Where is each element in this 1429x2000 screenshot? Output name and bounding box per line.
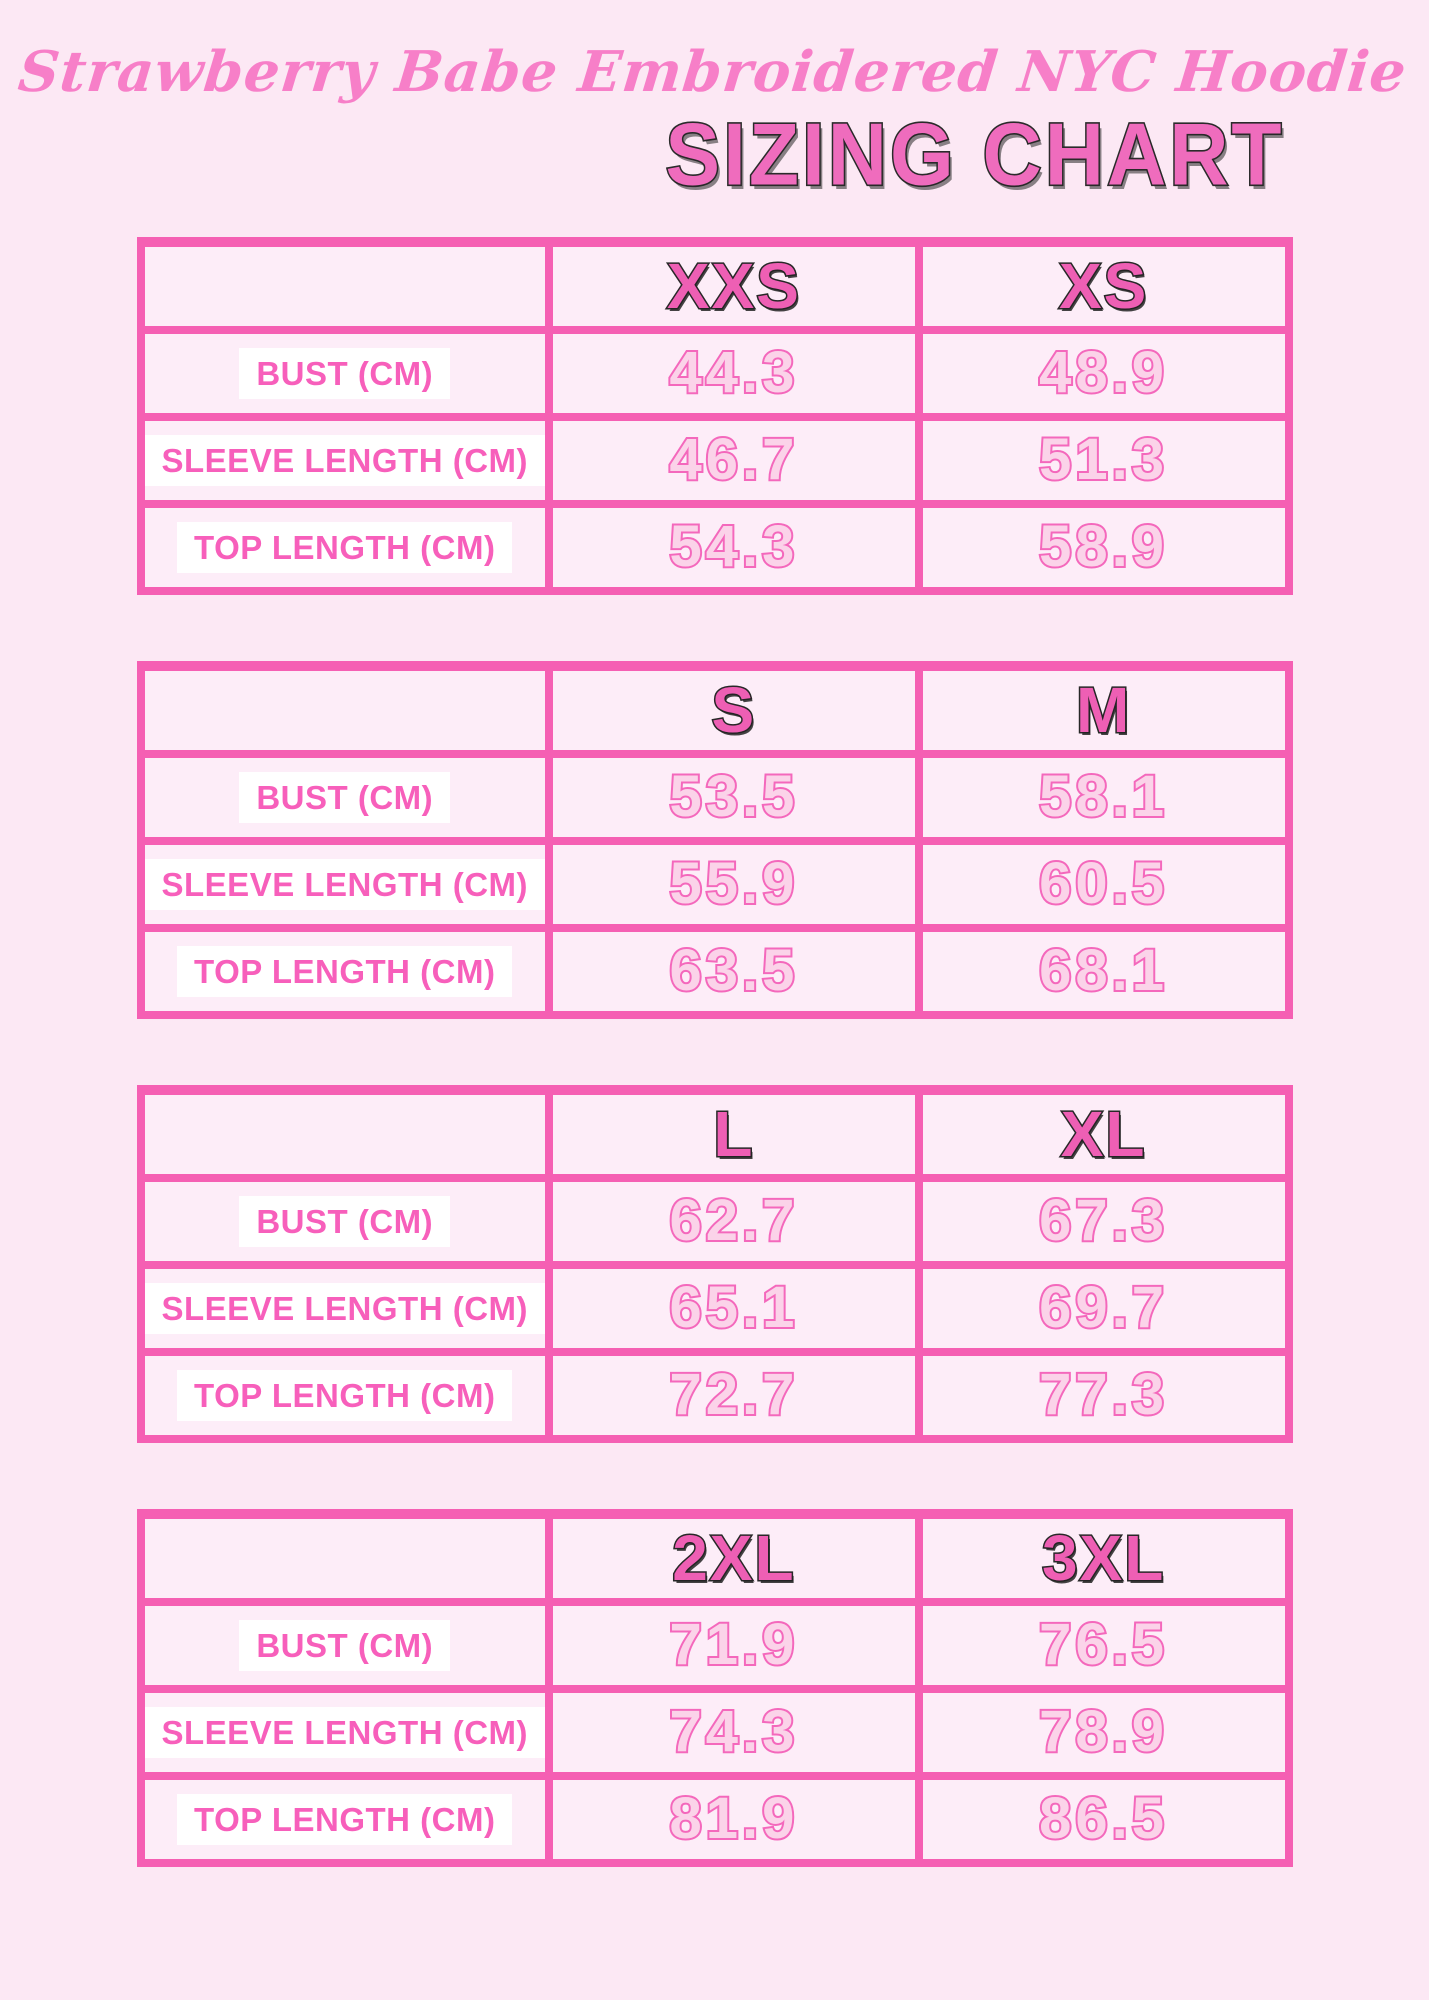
value-cell <box>923 1182 1285 1261</box>
size-header-cell <box>923 1519 1285 1598</box>
measurement-value: 48.9 <box>1039 340 1169 406</box>
size-header-label: M <box>1075 674 1132 747</box>
measurement-value: 53.5 <box>669 764 799 830</box>
corner-cell <box>145 247 546 326</box>
value-cell <box>553 1356 915 1435</box>
row-label-bust: BUST (CM) <box>239 1620 450 1671</box>
size-header-cell <box>553 671 915 750</box>
row-label-bust: BUST (CM) <box>239 772 450 823</box>
measurement-value: 78.9 <box>1039 1699 1169 1765</box>
measurement-value: 72.7 <box>669 1362 799 1428</box>
row-label-cell <box>145 1356 546 1435</box>
row-label-top-length: TOP LENGTH (CM) <box>177 522 512 573</box>
value-cell <box>923 334 1285 413</box>
size-table-xxs-xs <box>137 237 1293 595</box>
measurement-value: 67.3 <box>1039 1188 1169 1254</box>
row-label-cell <box>145 1606 546 1685</box>
value-cell <box>923 845 1285 924</box>
value-cell <box>923 508 1285 587</box>
measurement-value: 54.3 <box>669 514 799 580</box>
row-label-cell <box>145 1693 546 1772</box>
measurement-value: 69.7 <box>1039 1275 1169 1341</box>
size-table-l-xl <box>137 1085 1293 1443</box>
corner-cell <box>145 671 546 750</box>
product-title: Strawberry Babe Embroidered NYC Hoodie <box>15 39 1410 105</box>
size-table-2xl-3xl <box>137 1509 1293 1867</box>
measurement-value: 58.9 <box>1039 514 1169 580</box>
size-header-cell <box>553 1095 915 1174</box>
value-cell <box>553 1606 915 1685</box>
size-header-label: 3XL <box>1041 1522 1166 1595</box>
tables-container <box>0 237 1429 1867</box>
value-cell <box>553 932 915 1011</box>
row-label-top-length: TOP LENGTH (CM) <box>177 946 512 997</box>
size-header-cell <box>553 1519 915 1598</box>
size-header-cell <box>553 247 915 326</box>
value-cell <box>553 758 915 837</box>
row-label-cell <box>145 1182 546 1261</box>
value-cell <box>553 845 915 924</box>
measurement-value: 76.5 <box>1039 1612 1169 1678</box>
value-cell <box>553 1693 915 1772</box>
measurement-value: 46.7 <box>669 427 799 493</box>
corner-cell <box>145 1519 546 1598</box>
measurement-value: 86.5 <box>1039 1786 1169 1852</box>
row-label-sleeve-length: SLEEVE LENGTH (CM) <box>145 1283 546 1334</box>
value-cell <box>553 1269 915 1348</box>
measurement-value: 55.9 <box>669 851 799 917</box>
row-label-cell <box>145 758 546 837</box>
row-label-cell <box>145 334 546 413</box>
row-label-bust: BUST (CM) <box>239 348 450 399</box>
row-label-top-length: TOP LENGTH (CM) <box>177 1370 512 1421</box>
row-label-cell <box>145 508 546 587</box>
size-header-label: L <box>713 1098 755 1171</box>
value-cell <box>923 1269 1285 1348</box>
value-cell <box>553 1780 915 1859</box>
size-header-cell <box>923 1095 1285 1174</box>
row-label-cell <box>145 421 546 500</box>
size-header-label: XXS <box>666 250 801 323</box>
row-label-bust: BUST (CM) <box>239 1196 450 1247</box>
row-label-sleeve-length: SLEEVE LENGTH (CM) <box>145 435 546 486</box>
size-header-cell <box>923 671 1285 750</box>
measurement-value: 63.5 <box>669 938 799 1004</box>
measurement-value: 81.9 <box>669 1786 799 1852</box>
row-label-sleeve-length: SLEEVE LENGTH (CM) <box>145 1707 546 1758</box>
measurement-value: 58.1 <box>1039 764 1169 830</box>
size-header-cell <box>923 247 1285 326</box>
measurement-value: 60.5 <box>1039 851 1169 917</box>
value-cell <box>923 758 1285 837</box>
row-label-cell <box>145 932 546 1011</box>
measurement-value: 65.1 <box>669 1275 799 1341</box>
measurement-value: 71.9 <box>669 1612 799 1678</box>
measurement-value: 77.3 <box>1039 1362 1169 1428</box>
row-label-sleeve-length: SLEEVE LENGTH (CM) <box>145 859 546 910</box>
row-label-top-length: TOP LENGTH (CM) <box>177 1794 512 1845</box>
value-cell <box>923 1356 1285 1435</box>
measurement-value: 44.3 <box>669 340 799 406</box>
row-label-cell <box>145 1780 546 1859</box>
size-header-label: 2XL <box>672 1522 796 1595</box>
row-label-cell <box>145 1269 546 1348</box>
value-cell <box>923 932 1285 1011</box>
measurement-value: 68.1 <box>1039 938 1169 1004</box>
corner-cell <box>145 1095 546 1174</box>
value-cell <box>553 508 915 587</box>
measurement-value: 62.7 <box>669 1188 799 1254</box>
measurement-value: 51.3 <box>1039 427 1169 493</box>
size-header-label: XS <box>1058 250 1149 323</box>
value-cell <box>923 1693 1285 1772</box>
row-label-cell <box>145 845 546 924</box>
value-cell <box>923 1780 1285 1859</box>
size-header-label: XL <box>1060 1098 1147 1171</box>
value-cell <box>553 1182 915 1261</box>
measurement-value: 74.3 <box>669 1699 799 1765</box>
value-cell <box>553 334 915 413</box>
value-cell <box>923 421 1285 500</box>
size-header-label: S <box>711 674 757 747</box>
value-cell <box>923 1606 1285 1685</box>
value-cell <box>553 421 915 500</box>
page-title: SIZING CHART <box>665 105 1285 204</box>
size-table-s-m <box>137 661 1293 1019</box>
